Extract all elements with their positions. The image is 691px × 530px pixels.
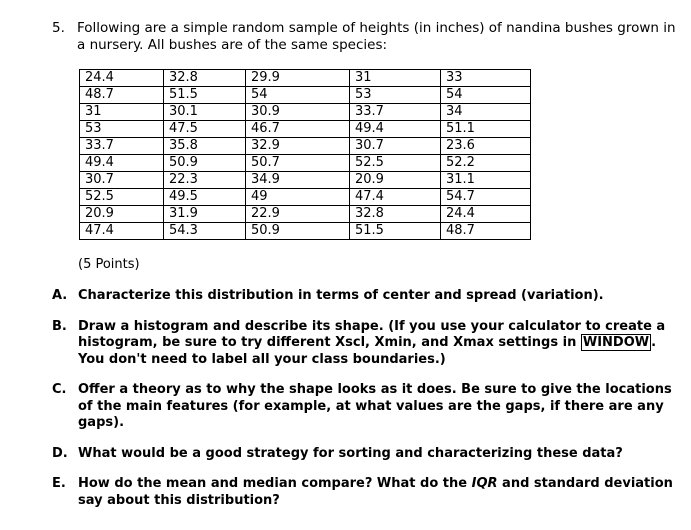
table-cell: 49.4 [350, 121, 441, 138]
table-row [80, 121, 531, 138]
table-cell: 52.5 [350, 155, 441, 172]
question-text: Characterize this distribution in terms of center and spread (variation). [78, 288, 604, 303]
question-a [52, 288, 682, 305]
table-cell: 32.8 [350, 206, 441, 223]
table-cell: 31 [350, 70, 441, 87]
table-cell: 20.9 [350, 172, 441, 189]
table-cell: 47.4 [80, 223, 164, 240]
question-e [52, 476, 682, 509]
table-cell: 30.9 [246, 104, 350, 121]
problem-statement [52, 20, 682, 54]
question-list [52, 288, 682, 509]
problem-text: Following are a simple random sample of heights (in inches) of nandina bushes grown in a nursery. All bushes are of the same species: [77, 20, 676, 53]
table-cell: 53 [350, 87, 441, 104]
table-cell: 34 [441, 104, 531, 121]
question-letter: A. [52, 288, 68, 303]
table-cell: 22.3 [164, 172, 246, 189]
question-text-part: How do the mean and median compare? What do the [78, 476, 472, 491]
question-c [52, 382, 682, 432]
question-b [52, 319, 682, 369]
question-text: Offer a theory as to why the shape looks as it does. Be sure to give the locations of the main features (for example, at what values are the gaps, if there are any gaps). [78, 382, 672, 430]
table-cell: 52.2 [441, 155, 531, 172]
table-row [80, 138, 531, 155]
table-cell: 23.6 [441, 138, 531, 155]
table-cell: 49.4 [80, 155, 164, 172]
question-d [52, 446, 682, 463]
iqr-term: IQR [471, 476, 498, 491]
table-cell: 48.7 [80, 87, 164, 104]
table-cell: 30.7 [350, 138, 441, 155]
problem-number: 5. [52, 20, 65, 36]
table-cell: 52.5 [80, 189, 164, 206]
table-cell: 54.7 [441, 189, 531, 206]
table-cell: 54 [441, 87, 531, 104]
table-cell: 53 [80, 121, 164, 138]
table-cell: 30.7 [80, 172, 164, 189]
table-cell: 24.4 [80, 70, 164, 87]
table-cell: 50.9 [164, 155, 246, 172]
question-letter: E. [52, 476, 66, 491]
question-text-part: and standard deviation say about this distribution? [78, 476, 673, 508]
table-row [80, 223, 531, 240]
table-cell: 34.9 [246, 172, 350, 189]
question-text-part: . You don't need to label all your class boundaries.) [78, 335, 657, 367]
table-cell: 46.7 [246, 121, 350, 138]
table-cell: 47.5 [164, 121, 246, 138]
table-cell: 31 [80, 104, 164, 121]
question-text: What would be a good strategy for sorting and characterizing these data? [78, 445, 623, 461]
table-cell: 51.1 [441, 121, 531, 138]
table-row [80, 189, 531, 206]
table-cell: 24.4 [441, 206, 531, 223]
table-cell: 50.7 [246, 155, 350, 172]
question-letter: D. [52, 445, 68, 461]
table-cell: 29.9 [246, 70, 350, 87]
table-cell: 54.3 [164, 223, 246, 240]
table-cell: 51.5 [164, 87, 246, 104]
table-cell: 49.5 [164, 189, 246, 206]
question-letter: B. [52, 318, 67, 334]
table-cell: 32.8 [164, 70, 246, 87]
table-cell: 20.9 [80, 206, 164, 223]
table-cell: 32.9 [246, 138, 350, 155]
table-row [80, 70, 531, 87]
table-cell: 48.7 [441, 223, 531, 240]
table-cell: 22.9 [246, 206, 350, 223]
table-cell: 30.1 [164, 104, 246, 121]
table-cell: 31.1 [441, 172, 531, 189]
table-row [80, 206, 531, 223]
table-cell: 33 [441, 70, 531, 87]
table-cell: 33.7 [80, 138, 164, 155]
table-cell: 31.9 [164, 206, 246, 223]
table-cell: 47.4 [350, 189, 441, 206]
table-cell: 33.7 [350, 104, 441, 121]
window-keyword: WINDOW [582, 335, 650, 350]
points-label: (5 Points) [78, 257, 140, 272]
heights-data-table [79, 69, 531, 240]
question-text-part: Draw a histogram and describe its shape. (If you use your calculator to create a histogram, be sure to try different Xscl, Xmin, and Xmax settings in [78, 318, 666, 350]
table-cell: 49 [246, 189, 350, 206]
table-cell: 35.8 [164, 138, 246, 155]
table-row [80, 172, 531, 189]
table-cell: 54 [246, 87, 350, 104]
table-row [80, 104, 531, 121]
table-cell: 50.9 [246, 223, 350, 240]
table-row [80, 87, 531, 104]
table-cell: 51.5 [350, 223, 441, 240]
question-letter: C. [52, 382, 67, 397]
table-row [80, 155, 531, 172]
